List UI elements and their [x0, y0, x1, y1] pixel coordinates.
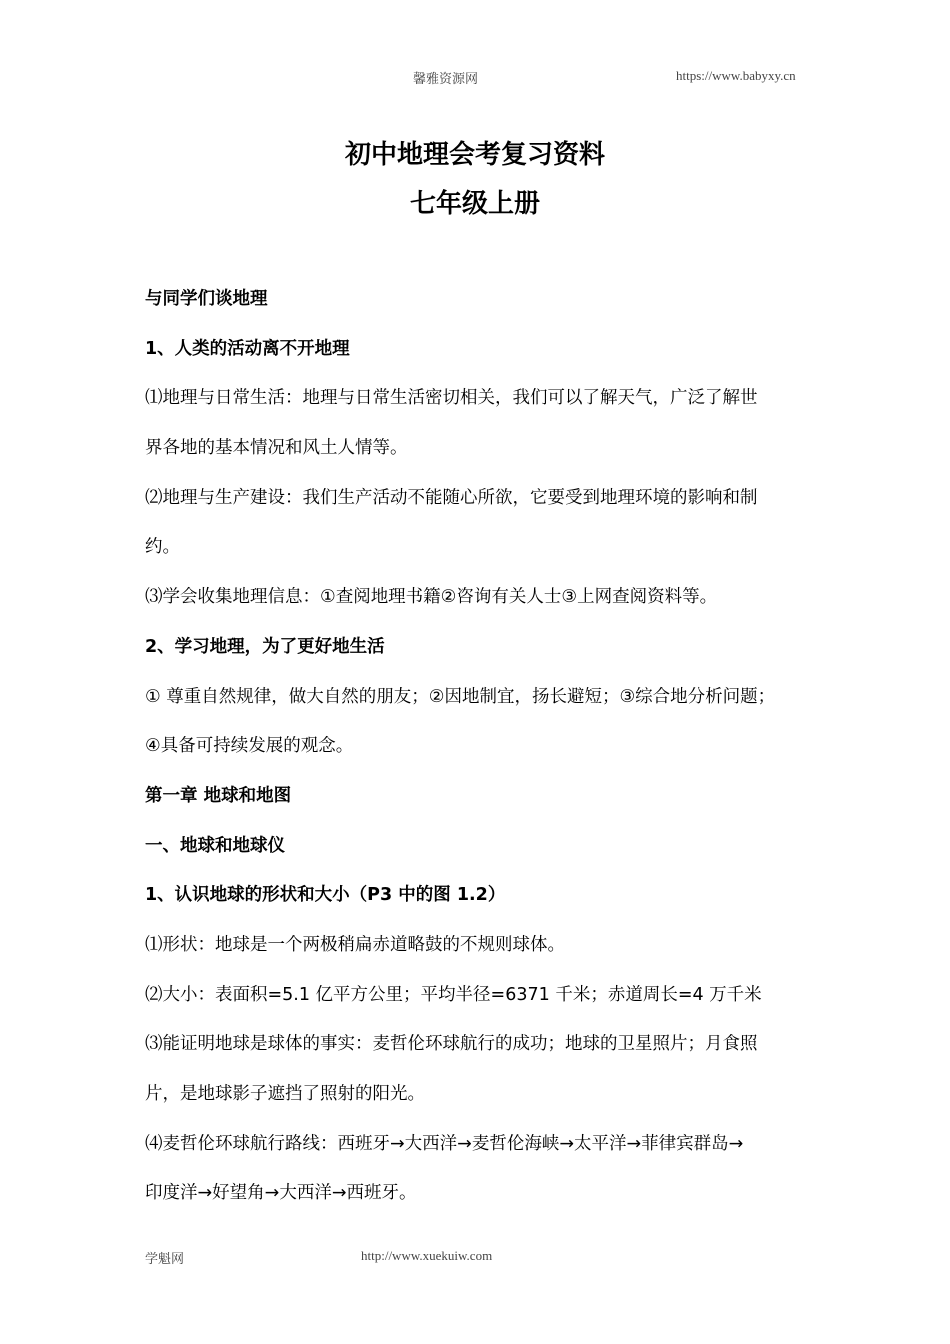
- body-text-line: ⑴地理与日常生活：地理与日常生活密切相关，我们可以了解天气，广泛了解世: [145, 388, 758, 409]
- header-site-name: 馨雅资源网: [413, 71, 479, 86]
- body-text-line: ① 尊重自然规律，做大自然的朋友；②因地制宜，扬长避短；③综合地分析问题；: [145, 686, 776, 707]
- body-text-line: ⑶能证明地球是球体的事实：麦哲伦环球航行的成功；地球的卫星照片；月食照: [145, 1034, 758, 1055]
- body-text-line: ⑵地理与生产建设：我们生产活动不能随心所欲，它要受到地理环境的影响和制: [145, 487, 758, 508]
- subsection-heading: 2、学习地理，为了更好地生活: [145, 636, 385, 657]
- document-body: [145, 275, 810, 1219]
- document-title: 初中地理会考复习资料: [344, 140, 605, 170]
- body-text-line: 片，是地球影子遮挡了照射的阳光。: [145, 1084, 425, 1104]
- footer-site-url[interactable]: http://www.xuekuiw.com: [361, 1248, 493, 1263]
- body-text-line: ④具备可持续发展的观念。: [145, 736, 354, 757]
- body-text-line: 印度洋→好望角→大西洋→西班牙。: [145, 1183, 417, 1204]
- body-text-line: ⑴形状：地球是一个两极稍扁赤道略鼓的不规则球体。: [145, 934, 565, 955]
- section-heading: 一、地球和地球仪: [145, 835, 285, 856]
- header-site-url[interactable]: https://www.babyxy.cn: [676, 68, 796, 83]
- subsection-heading: 1、认识地球的形状和大小（P3 中的图 1.2）: [145, 885, 506, 906]
- body-text-line: 界各地的基本情况和风土人情等。: [145, 438, 408, 459]
- body-text-line: ⑵大小：表面积=5.1 亿平方公里；平均半径=6371 千米；赤道周长=4 万千米: [145, 984, 762, 1005]
- footer-site-name: 学魁网: [145, 1251, 185, 1266]
- chapter-heading: 第一章 地球和地图: [145, 785, 292, 806]
- document-subtitle: 七年级上册: [409, 189, 540, 219]
- body-text-line: 约。: [145, 537, 180, 558]
- subsection-heading: 1、人类的活动离不开地理: [145, 338, 350, 359]
- body-text-line: ⑶学会收集地理信息：①查阅地理书籍②咨询有关人士③上网查阅资料等。: [145, 587, 718, 608]
- body-text-line: ⑷麦哲伦环球航行路线：西班牙→大西洋→麦哲伦海峡→太平洋→菲律宾群岛→: [145, 1133, 744, 1154]
- section-heading: 与同学们谈地理: [145, 289, 268, 309]
